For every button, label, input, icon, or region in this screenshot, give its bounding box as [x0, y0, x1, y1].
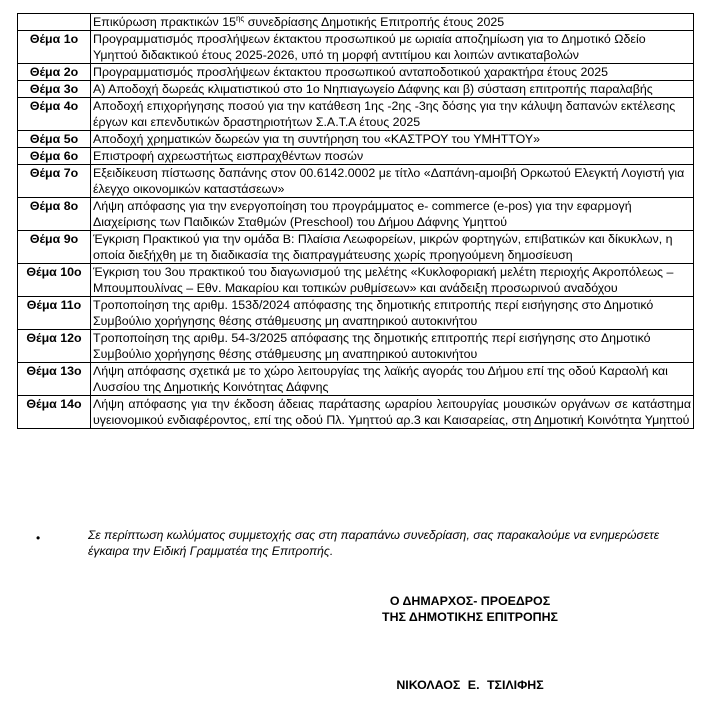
table-row — [18, 297, 694, 330]
table-row — [18, 198, 694, 231]
note-bullet: • — [36, 531, 41, 545]
table-row — [18, 264, 694, 297]
table-row — [18, 148, 694, 165]
item-number: Θέμα 7ο — [18, 165, 91, 198]
item-number: Θέμα 12ο — [18, 330, 91, 363]
item-text: Τροποποίηση της αριθμ. 153δ/2024 απόφασης της δημοτικής επιτροπής περί εισήγησης στο Δημοτικό Συμβούλιο χορήγησης θέσης στάθμευσης μη αναπηρικού αυτοκινήτου — [91, 297, 694, 330]
item-number: Θέμα 9ο — [18, 231, 91, 264]
minutes-ratification-text — [91, 14, 694, 31]
table-row — [18, 14, 694, 31]
table-row — [18, 81, 694, 98]
item-number: Θέμα 6ο — [18, 148, 91, 165]
item-number: Θέμα 1ο — [18, 31, 91, 64]
item-text: Προγραμματισμός προσλήψεων έκτακτου προσωπικού ανταποδοτικού χαρακτήρα έτους 2025 — [91, 64, 694, 81]
item-number: Θέμα 14ο — [18, 396, 91, 429]
item-number: Θέμα 2ο — [18, 64, 91, 81]
table-row — [18, 131, 694, 148]
item-number-cell — [18, 14, 91, 31]
item-number: Θέμα 10ο — [18, 264, 91, 297]
item-text: Τροποποίηση της αριθμ. 54-3/2025 απόφασης της δημοτικής επιτροπής περί εισήγησης στο Δημοτικό Συμβούλιο χορήγησης θέσης στάθμευσης μη αναπηρικού αυτοκινήτου — [91, 330, 694, 363]
signatory-title-line: ΤΗΣ ΔΗΜΟΤΙΚΗΣ ΕΠΙΤΡΟΠΗΣ — [382, 610, 558, 624]
table-row — [18, 396, 694, 429]
signatory-title — [330, 593, 610, 625]
agenda-table — [17, 13, 694, 429]
minutes-text-prefix: Επικύρωση πρακτικών 15 — [93, 15, 236, 29]
item-text: Επιστροφή αχρεωστήτως εισπραχθέντων ποσών — [91, 148, 694, 165]
attendance-note: Σε περίπτωση κωλύματος συμμετοχής σας στη παραπάνω συνεδρίαση, σας παρακαλούμε να ενημερώσετε έγκαιρα την Ειδική Γραμματέα της Επιτροπής. — [88, 528, 660, 558]
table-row — [18, 98, 694, 131]
minutes-text-suffix: συνεδρίασης Δημοτικής Επιτροπής έτους 2025 — [244, 15, 505, 29]
table-row — [18, 363, 694, 396]
signatory-name: ΝΙΚΟΛΑΟΣ Ε. ΤΣΙΛΙΦΗΣ — [396, 678, 544, 692]
item-text: Αποδοχή επιχορήγησης ποσού για την κατάθεση 1ης -2ης -3ης δόσης για την κάλυψη δαπανών εκτέλεσης έργων και επενδυτικών δραστηριοτήτων Σ.Α.Τ.Α έτους 2025 — [91, 98, 694, 131]
item-text: Λήψη απόφασης για την ενεργοποίηση του προγράμματος e- commerce (e-pos) για την εφαρμογή Διαχείρισης των Παιδικών Σταθμών (Preschool) του Δήμου Δάφνης Υμηττού — [91, 198, 694, 231]
table-row — [18, 31, 694, 64]
item-text: Προγραμματισμός προσλήψεων έκτακτου προσωπικού με ωριαία αποζημίωση για το Δημοτικό Ωδείο Υμηττού διδακτικού έτους 2025-2026, υπό τη μορφή αντιτίμου και λοιπών αντικαταβολών — [91, 31, 694, 64]
item-text: Α) Αποδοχή δωρεάς κλιματιστικού στο 1ο Νηπιαγωγείο Δάφνης και β) σύσταση επιτροπής παραλαβής — [91, 81, 694, 98]
item-number: Θέμα 13ο — [18, 363, 91, 396]
item-number: Θέμα 5ο — [18, 131, 91, 148]
table-row — [18, 330, 694, 363]
item-text: Λήψη απόφασης σχετικά με το χώρο λειτουργίας της λαϊκής αγοράς του Δήμου επί της οδού Καραολή και Λυσσίου της Δημοτικής Κοινότητας Δάφνης — [91, 363, 694, 396]
item-number: Θέμα 8ο — [18, 198, 91, 231]
table-row — [18, 165, 694, 198]
table-row — [18, 231, 694, 264]
minutes-text-superscript: ης — [235, 14, 245, 23]
item-number: Θέμα 11ο — [18, 297, 91, 330]
item-text: Έγκριση Πρακτικού για την ομάδα Β: Πλαίσια Λεωφορείων, μικρών φορτηγών, επιβατικών και δίκυκλων, η οποία διεξήχθη με τη διαδικασία της διαπραγμάτευσης χωρίς προηγούμενη δημοσίευση — [91, 231, 694, 264]
item-number: Θέμα 3ο — [18, 81, 91, 98]
item-text: Λήψη απόφασης για την έκδοση άδειας παράτασης ωραρίου λειτουργίας μουσικών οργάνων σε κατάστημα υγειονομικού ενδιαφέροντος, επί της οδού Πλ. Υμηττού αρ.3 και Καισαρείας, στη Δημοτική Κοινότητα Υμηττού — [91, 396, 694, 429]
item-text: Αποδοχή χρηματικών δωρεών για τη συντήρηση του «ΚΑΣΤΡΟΥ του ΥΜΗΤΤΟΥ» — [91, 131, 694, 148]
item-text: Εξειδίκευση πίστωσης δαπάνης στον 00.6142.0002 με τίτλο «Δαπάνη-αμοιβή Ορκωτού Ελεγκτή Λογιστή για έλεγχο οικονομικών καταστάσεων» — [91, 165, 694, 198]
item-number: Θέμα 4ο — [18, 98, 91, 131]
signatory-title-line: Ο ΔΗΜΑΡΧΟΣ- ΠΡΟΕΔΡΟΣ — [389, 594, 551, 608]
table-row — [18, 64, 694, 81]
item-text: Έγκριση του 3ου πρακτικού του διαγωνισμού της μελέτης «Κυκλοφοριακή μελέτη περιοχής Ακροπόλεως – Μπουμπουλίνας – Εθν. Μακαρίου και τοπικών ρυθμίσεων» και ανάδειξη προσωρινού αναδόχου — [91, 264, 694, 297]
